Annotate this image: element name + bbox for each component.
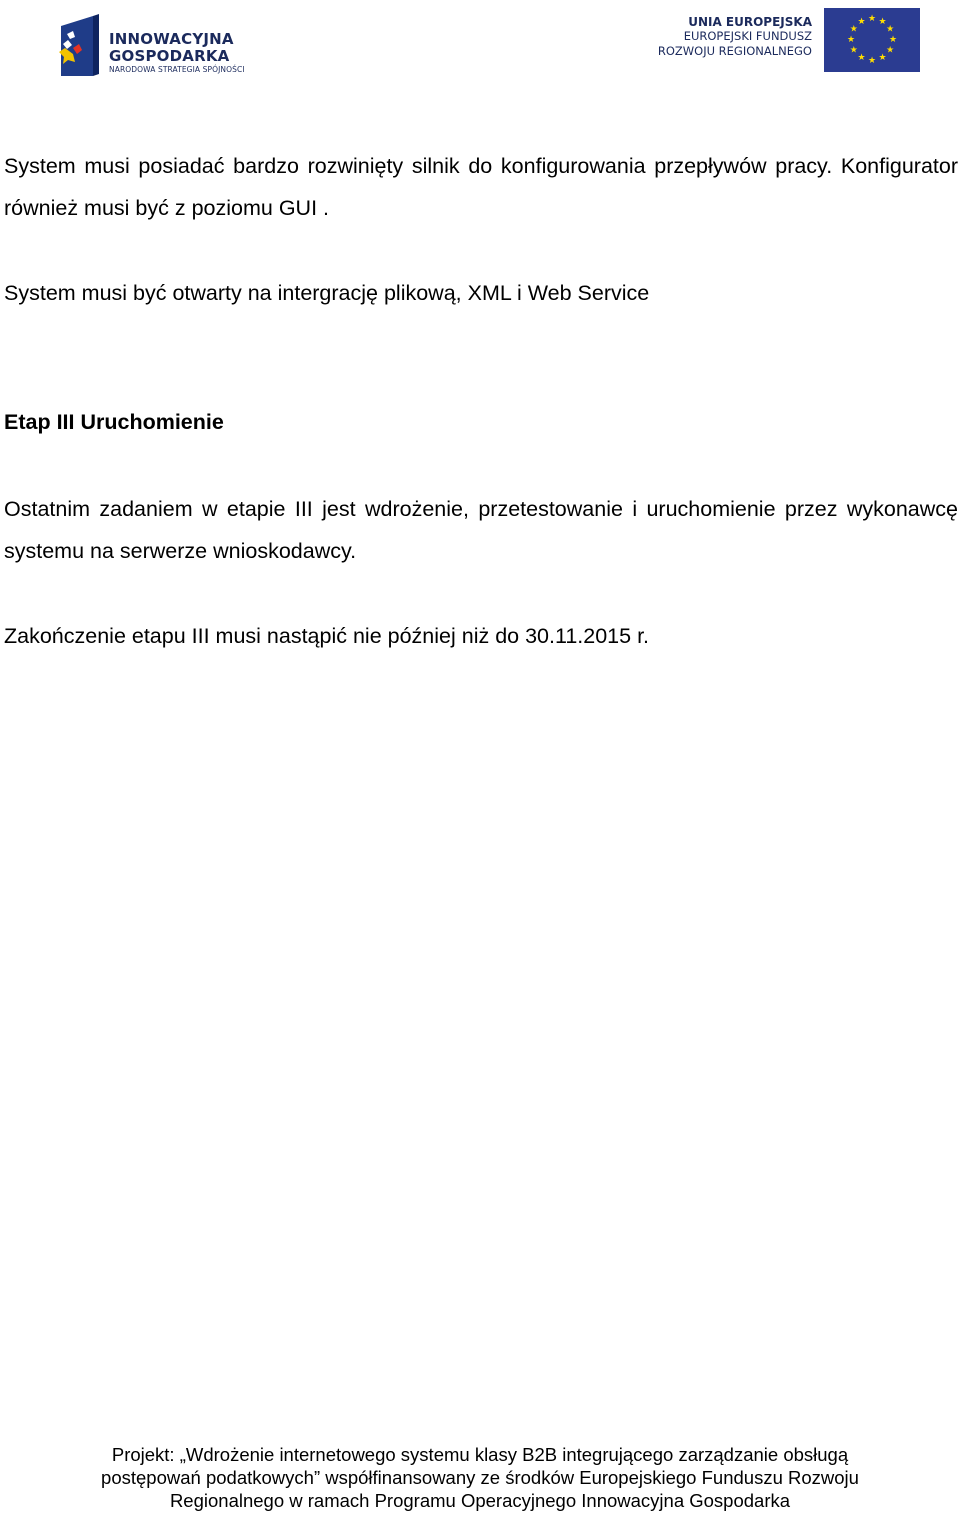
eu-flag-icon <box>824 8 920 72</box>
innowacyjna-gospodarka-logo <box>55 14 255 80</box>
logo-ue-line1: UNIA EUROPEJSKA <box>688 15 812 29</box>
svg-text:★: ★ <box>849 24 858 35</box>
logo-ig-line2: GOSPODARKA <box>109 47 230 65</box>
svg-text:★: ★ <box>857 16 866 27</box>
footer-line3: Regionalnego w ramach Programu Operacyjnego Innowacyjna Gospodarka <box>169 1490 791 1511</box>
unia-europejska-wordmark <box>658 16 812 60</box>
logo-ue-line2: EUROPEJSKI FUNDUSZ <box>683 29 812 43</box>
section-heading: Etap III Uruchomienie <box>4 410 224 434</box>
paragraph-deadline: Zakończenie etapu III musi nastąpić nie później niż do 30.11.2015 r. <box>4 624 650 648</box>
svg-text:★: ★ <box>846 35 856 45</box>
svg-text:★: ★ <box>886 45 895 56</box>
svg-text:★: ★ <box>886 24 895 35</box>
innowacyjna-gospodarka-emblem-icon <box>55 14 99 80</box>
footer-line2: postępowań podatkowych” współfinansowany ze środków Europejskiego Funduszu Rozwoju <box>101 1467 859 1488</box>
paragraph-workflow-engine: System musi posiadać bardzo rozwinięty silnik do konfigurowania przepływów pracy. Konfigurator również musi być z poziomu GUI . <box>4 154 958 220</box>
svg-text:★: ★ <box>867 56 877 66</box>
svg-text:★: ★ <box>878 16 887 27</box>
innowacyjna-gospodarka-wordmark <box>109 32 245 74</box>
page-header <box>0 0 960 90</box>
logo-ue-line3: ROZWOJU REGIONALNEGO <box>657 43 812 58</box>
paragraph-integration: System musi być otwarty na intergrację plikową, XML i Web Service <box>4 281 650 305</box>
paragraph-deployment: Ostatnim zadaniem w etapie III jest wdrożenie, przetestowanie i uruchomienie przez wykonawcę systemu na serwerze wnioskodawcy. <box>4 497 958 563</box>
svg-text:★: ★ <box>849 45 858 56</box>
svg-text:★: ★ <box>867 14 877 24</box>
logo-ig-line1: INNOWACYJNA <box>109 30 234 48</box>
svg-text:★: ★ <box>857 53 866 64</box>
svg-text:★: ★ <box>888 35 898 45</box>
logo-ig-line3: NARODOWA STRATEGIA SPÓJNOŚCI <box>109 65 245 74</box>
svg-text:★: ★ <box>878 53 887 64</box>
unia-europejska-logo <box>650 8 920 72</box>
footer-line1: Projekt: „Wdrożenie internetowego systemu klasy B2B integrującego zarządzanie obsługą <box>111 1444 849 1465</box>
page-footer <box>0 1443 960 1512</box>
